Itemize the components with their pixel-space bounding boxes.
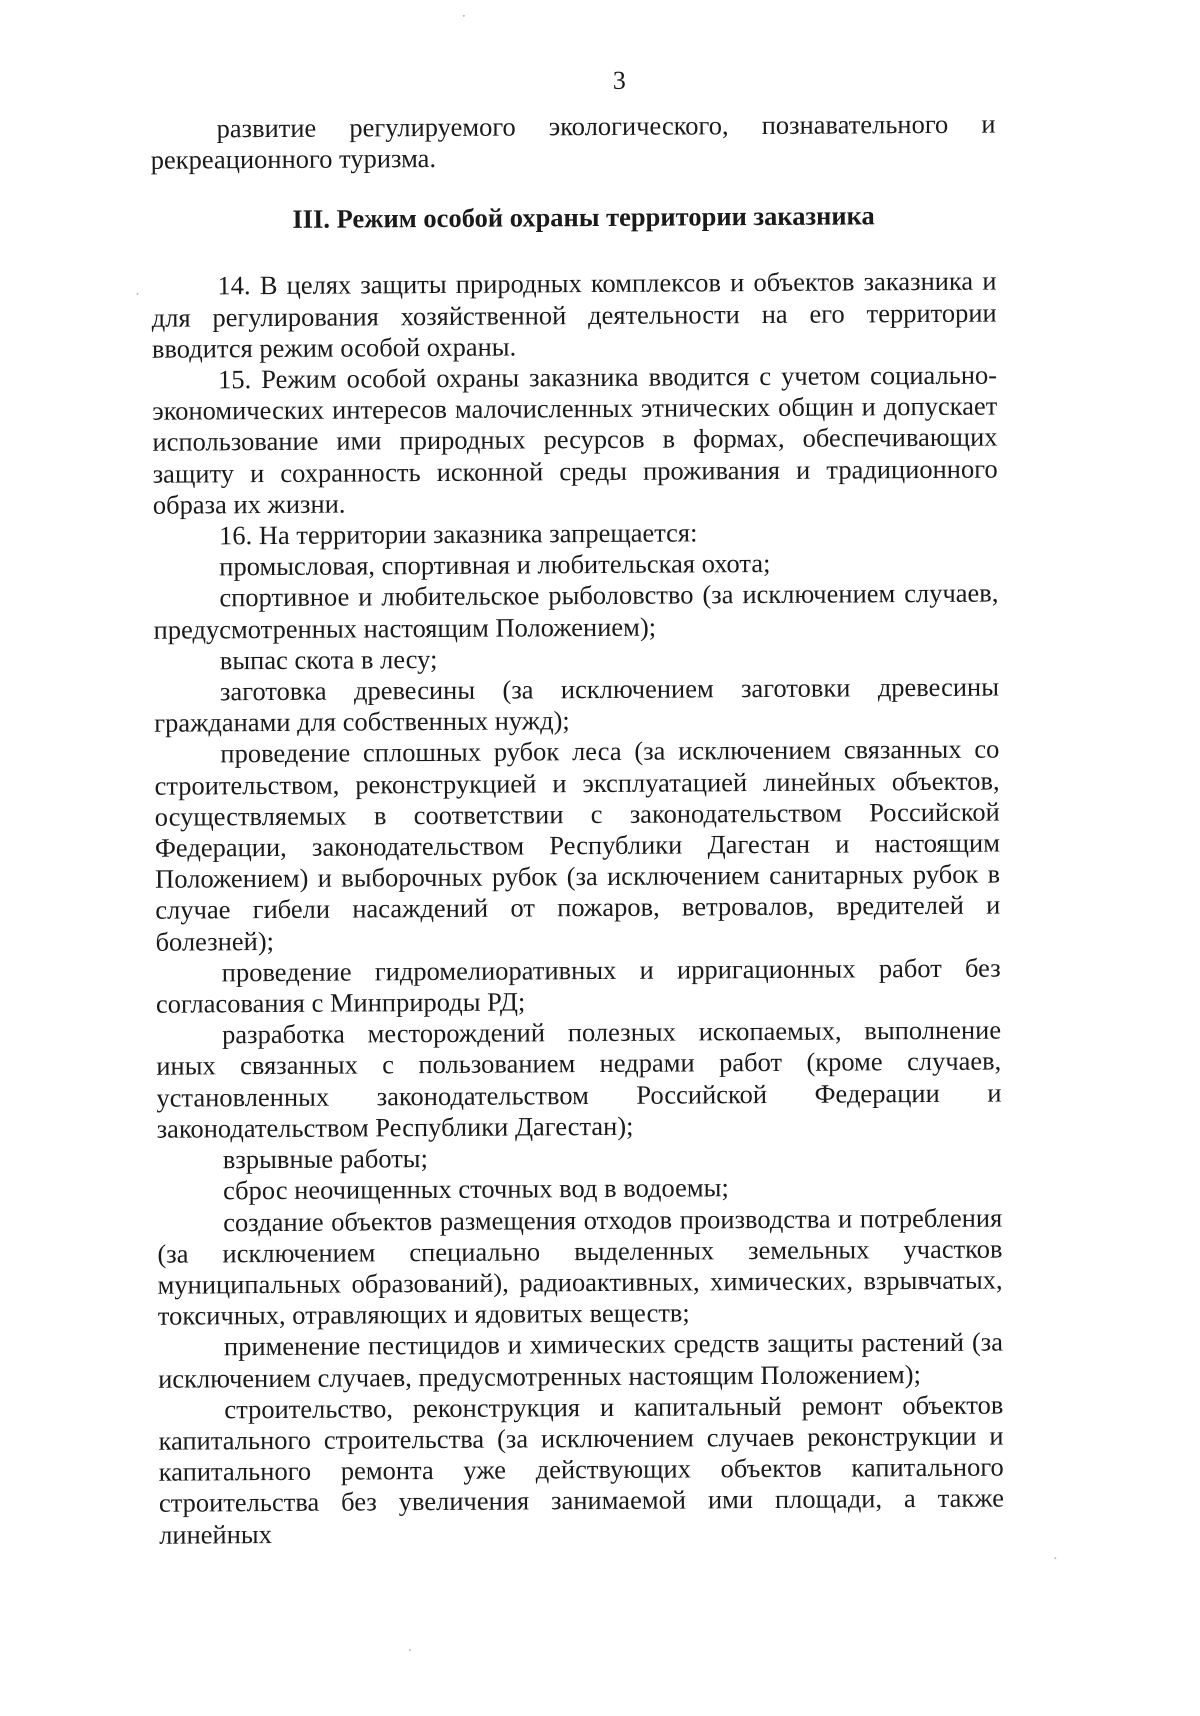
- section-heading: III. Режим особой охраны территории заказника: [292, 200, 875, 235]
- prohibition-item-timber: заготовка древесины (за исключением заготовки древесины гражданами для собственных нужд);: [154, 671, 1000, 738]
- prohibition-item-hunting: промысловая, спортивная и любительская охота;: [219, 548, 771, 582]
- intro-paragraph: развитие регулируемого экологического, познавательного и рекреационного туризма.: [150, 108, 996, 175]
- paragraph-14: 14. В целях защиты природных комплексов и объектов заказника и для регулирования хозяйственной деятельности на его территории вводится режим особой охраны.: [151, 265, 997, 364]
- prohibition-item-irrigation: проведение гидромелиоративных и ирригационных работ без согласования с Минприроды РД;: [155, 952, 1001, 1019]
- document-body: [150, 109, 1004, 1551]
- scan-speck: [137, 293, 139, 295]
- prohibition-item-wastewater: сброс неочищенных сточных вод в водоемы;: [222, 1172, 729, 1206]
- prohibition-item-clear-cutting: проведение сплошных рубок леса (за исключением связанных со строительством, реконструкцией и эксплуатацией линейных объектов, осуществляемых в соответствии с законодательством Российской Федерации, законодательством Республики Дагестан и настоящим Положением) и выборочных рубок (за исключением санитарных рубок в случае гибели насаждений от пожаров, ветровалов, вредителей и болезней);: [154, 734, 1001, 957]
- scan-speck: [409, 1649, 411, 1651]
- prohibition-item-fishing: спортивное и любительское рыболовство (за исключением случаев, предусмотренных настоящим Положением);: [153, 577, 999, 645]
- prohibition-item-construction: строительство, реконструкция и капитальный ремонт объектов капитального строительства (за исключением случаев реконструкции и капитального ремонта уже действующих объектов капитального строительства без увеличения занимаемой ими площади, а также линейных: [158, 1389, 1005, 1550]
- scan-speck: [1054, 1557, 1056, 1559]
- prohibition-item-grazing: выпас скота в лесу;: [219, 643, 438, 676]
- paragraph-15: 15. Режим особой охраны заказника вводится с учетом социально-экономических интересов малочисленных этнических общин и допускает использование ими природных ресурсов в формах, обеспечивающих защиту и сохранность исконной среды проживания и традиционного образа их жизни.: [152, 359, 998, 520]
- prohibition-item-mining: разработка месторождений полезных ископаемых, выполнение иных связанных с пользованием недрами работ (кроме случаев, установленных законодательством Российской Федерации и законодательством Республики Дагестан);: [156, 1014, 1002, 1144]
- paragraph-16: 16. На территории заказника запрещается:: [218, 517, 698, 551]
- prohibition-item-pesticides: применение пестицидов и химических средств защиты растений (за исключением случаев, предусмотренных настоящим Положением);: [158, 1326, 1004, 1394]
- prohibition-item-waste-disposal: создание объектов размещения отходов производства и потребления (за исключением специально выделенных земельных участков муниципальных образований), радиоактивных, химических, взрывчатых, токсичных, отравляющих и ядовитых веществ;: [157, 1202, 1003, 1331]
- page-number: 3: [612, 65, 626, 95]
- prohibition-item-blasting: взрывные работы;: [222, 1143, 429, 1175]
- scan-speck: [463, 15, 465, 17]
